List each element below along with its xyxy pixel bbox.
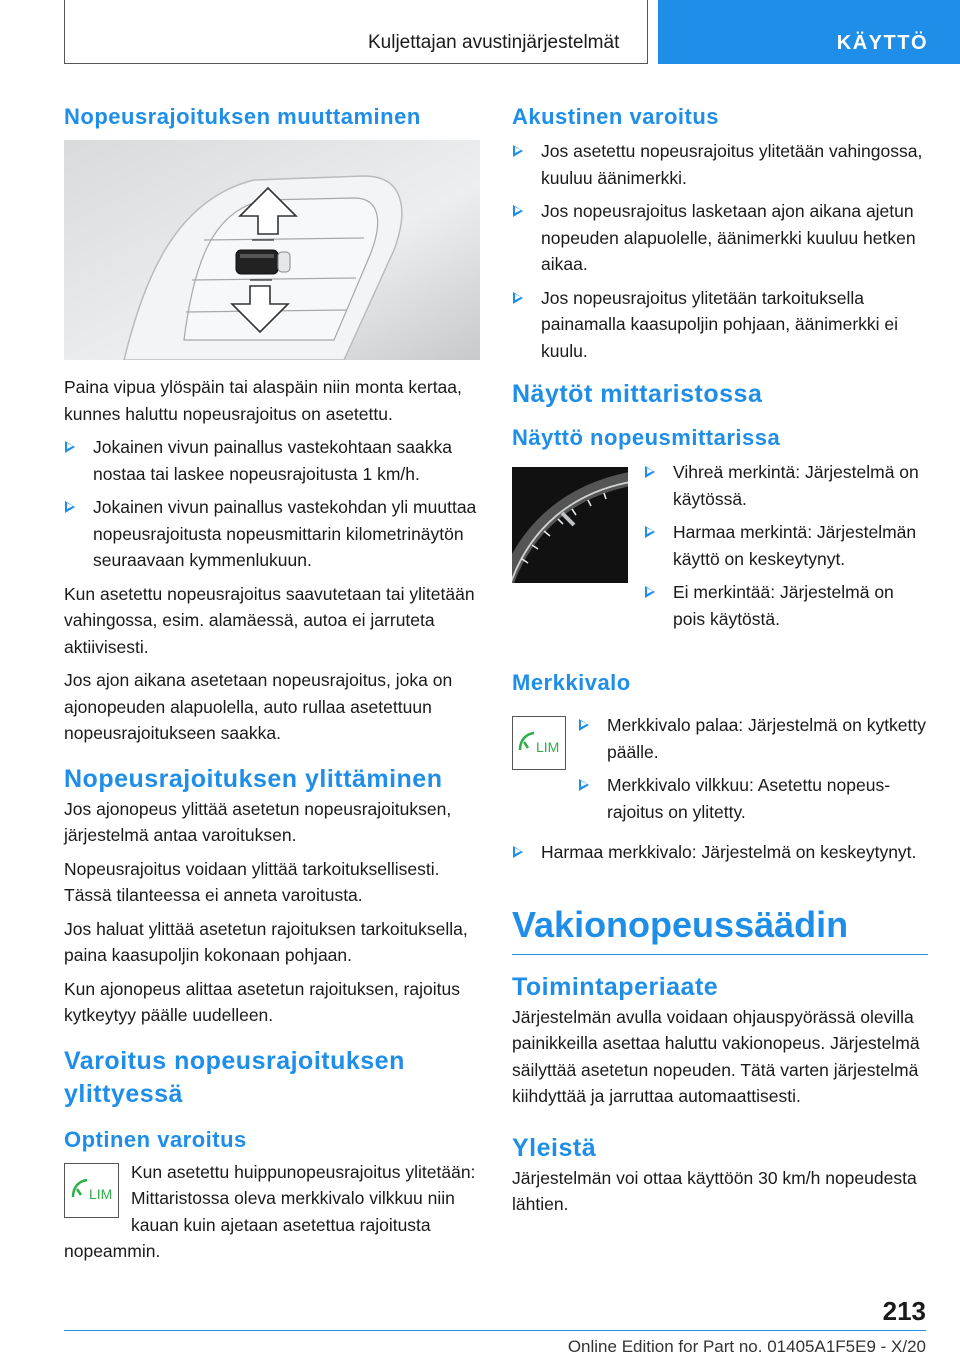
triangle-bullet-icon bbox=[579, 779, 589, 791]
paragraph: Jos ajonopeus ylittää asetetun nopeusrajoituksen, järjestelmä antaa varoituksen. bbox=[64, 798, 452, 845]
triangle-bullet-icon bbox=[645, 466, 655, 478]
right-column bbox=[512, 100, 928, 1225]
edition-text: Online Edition for Part no. 01405A1F5E9 - X/20 bbox=[567, 1337, 926, 1356]
section-tab-label: KÄYTTÖ bbox=[836, 32, 928, 54]
speedometer-block bbox=[512, 462, 928, 646]
section-divider bbox=[512, 954, 928, 955]
heading-speedometer-display: Näyttö nopeusmittarissa bbox=[512, 425, 781, 450]
heading-cruise-control: Vakionopeussäädin bbox=[512, 903, 849, 945]
indicator-block bbox=[512, 714, 928, 839]
list-item: Vihreä merkintä: Järjestelmä on käytössä. bbox=[644, 459, 928, 512]
paragraph: Paina vipua ylöspäin tai alaspäin niin monta kertaa, kunnes haluttu nopeusrajoitus on asetettu. bbox=[64, 377, 462, 424]
heading-exceed-limit: Nopeusrajoituksen ylittäminen bbox=[64, 764, 443, 793]
list-item: Jos nopeusrajoitus lasketaan ajon aikana ajetun nopeuden alapuolelle, äänimerkki kuuluu hetken aikaa. bbox=[512, 198, 928, 278]
heading-general: Yleistä bbox=[512, 1133, 597, 1162]
speed-limiter-indicator-icon bbox=[64, 1163, 119, 1218]
chapter-title: Kuljettajan avustinjärjestelmät bbox=[368, 32, 620, 53]
triangle-bullet-icon bbox=[513, 846, 523, 858]
triangle-bullet-icon bbox=[513, 205, 523, 217]
list-item: Jos nopeusrajoitus ylitetään tarkoituksella painamalla kaasupoljin pohjaan, äänimerkki ei kuulu. bbox=[512, 285, 928, 365]
paragraph: Nopeusrajoitus voidaan ylittää tarkoituksellisesti. Tässä tilanteessa ei anneta varoitusta. bbox=[64, 858, 440, 905]
heading-principle: Toimintaperiaate bbox=[512, 972, 719, 1001]
footer-rule bbox=[64, 1330, 926, 1331]
list-item: Ei merkintää: Järjestelmä on pois käytöstä. bbox=[644, 579, 928, 632]
bullet-list bbox=[512, 138, 928, 364]
heading-indicator-light: Merkkivalo bbox=[512, 670, 631, 695]
bullet-list bbox=[64, 434, 480, 574]
heading-displays: Näytöt mittaristossa bbox=[512, 380, 763, 408]
triangle-bullet-icon bbox=[513, 292, 523, 304]
bullet-list bbox=[578, 712, 928, 832]
triangle-bullet-icon bbox=[645, 526, 655, 538]
paragraph: Järjestelmän avulla voidaan ohjauspyörässä olevilla painikkeilla asettaa haluttu vakionopeus. Järjestelmä säilyttää asetetun nopeuden. Tätä varten järjestelmä kiihdyttää ja jarruttaa automaattisesti. bbox=[512, 1006, 920, 1106]
list-item: Harmaa merkkivalo: Järjestelmä on keskeytynyt. bbox=[512, 839, 928, 866]
svg-text:LIM: LIM bbox=[88, 1186, 112, 1202]
triangle-bullet-icon bbox=[513, 145, 523, 157]
triangle-bullet-icon bbox=[645, 586, 655, 598]
paragraph: Jos ajon aikana asetetaan nopeusrajoitus, joka on ajonopeuden alapuolella, auto rullaa asetettuun nopeusrajoitukseen saakka. bbox=[64, 670, 453, 743]
triangle-bullet-icon bbox=[65, 501, 75, 513]
list-item: Jokainen vivun painallus vastekohdan yli muuttaa nopeusrajoitusta nopeusmittarin kilometrinäytön seuraavaan kymmenlukuun. bbox=[64, 494, 480, 574]
optical-warning-block bbox=[64, 1159, 480, 1265]
bullet-list bbox=[644, 459, 928, 639]
speedometer-marking-image bbox=[512, 467, 628, 583]
paragraph: Kun asetettu nopeusrajoitus saavutetaan tai ylitetään vahingossa, esim. alamäessä, autoa ei jarruteta aktiivisesti. bbox=[64, 583, 475, 657]
heading-change-limit: Nopeusrajoituksen muuttaminen bbox=[64, 104, 421, 129]
paragraph: Jos haluat ylittää asetetun rajoituksen tarkoituksella, paina kaasupoljin kokonaan pohjaan. bbox=[64, 918, 468, 965]
page-number: 213 bbox=[882, 1296, 926, 1326]
list-item: Harmaa merkintä: Järjestelmän käyttö on keskeytynyt. bbox=[644, 519, 928, 572]
list-item: Merkkivalo vilkkuu: Asetettu nopeusrajoitus on ylitetty. bbox=[578, 772, 928, 825]
speed-limiter-indicator-icon bbox=[512, 716, 566, 770]
left-column bbox=[64, 100, 480, 1272]
list-item: Jos asetettu nopeusrajoitus ylitetään vahingossa, kuuluu äänimerkki. bbox=[512, 138, 928, 191]
paragraph: Kun ajonopeus alittaa asetetun rajoituksen, rajoitus kytkeytyy päälle uudelleen. bbox=[64, 978, 460, 1025]
list-item: Merkkivalo palaa: Järjestelmä on kytketty päälle. bbox=[578, 712, 928, 765]
list-item: Jokainen vivun painallus vastekohtaan saakka nostaa tai laskee nopeusrajoitusta 1 km/h. bbox=[64, 434, 480, 487]
heading-acoustic-warning: Akustinen varoitus bbox=[512, 104, 720, 129]
triangle-bullet-icon bbox=[579, 719, 589, 731]
heading-warning: Varoitus nopeusrajoituksen ylittyessä bbox=[64, 1046, 405, 1108]
triangle-bullet-icon bbox=[65, 441, 75, 453]
paragraph: Kun asetettu huippunopeusrajoitus ylitetään: Mittaristossa oleva merkkivalo vilkkuu niin kauan kuin ajetaan asetettua rajoitusta nopeammin. bbox=[64, 1161, 476, 1261]
paragraph: Järjestelmän voi ottaa käyttöön 30 km/h nopeudesta lähtien. bbox=[512, 1167, 917, 1214]
steering-wheel-button-illustration bbox=[64, 140, 480, 360]
section-tab bbox=[658, 0, 960, 64]
svg-text:LIM: LIM bbox=[536, 739, 560, 755]
heading-optical-warning: Optinen varoitus bbox=[64, 1126, 247, 1152]
bullet-list bbox=[512, 839, 928, 866]
